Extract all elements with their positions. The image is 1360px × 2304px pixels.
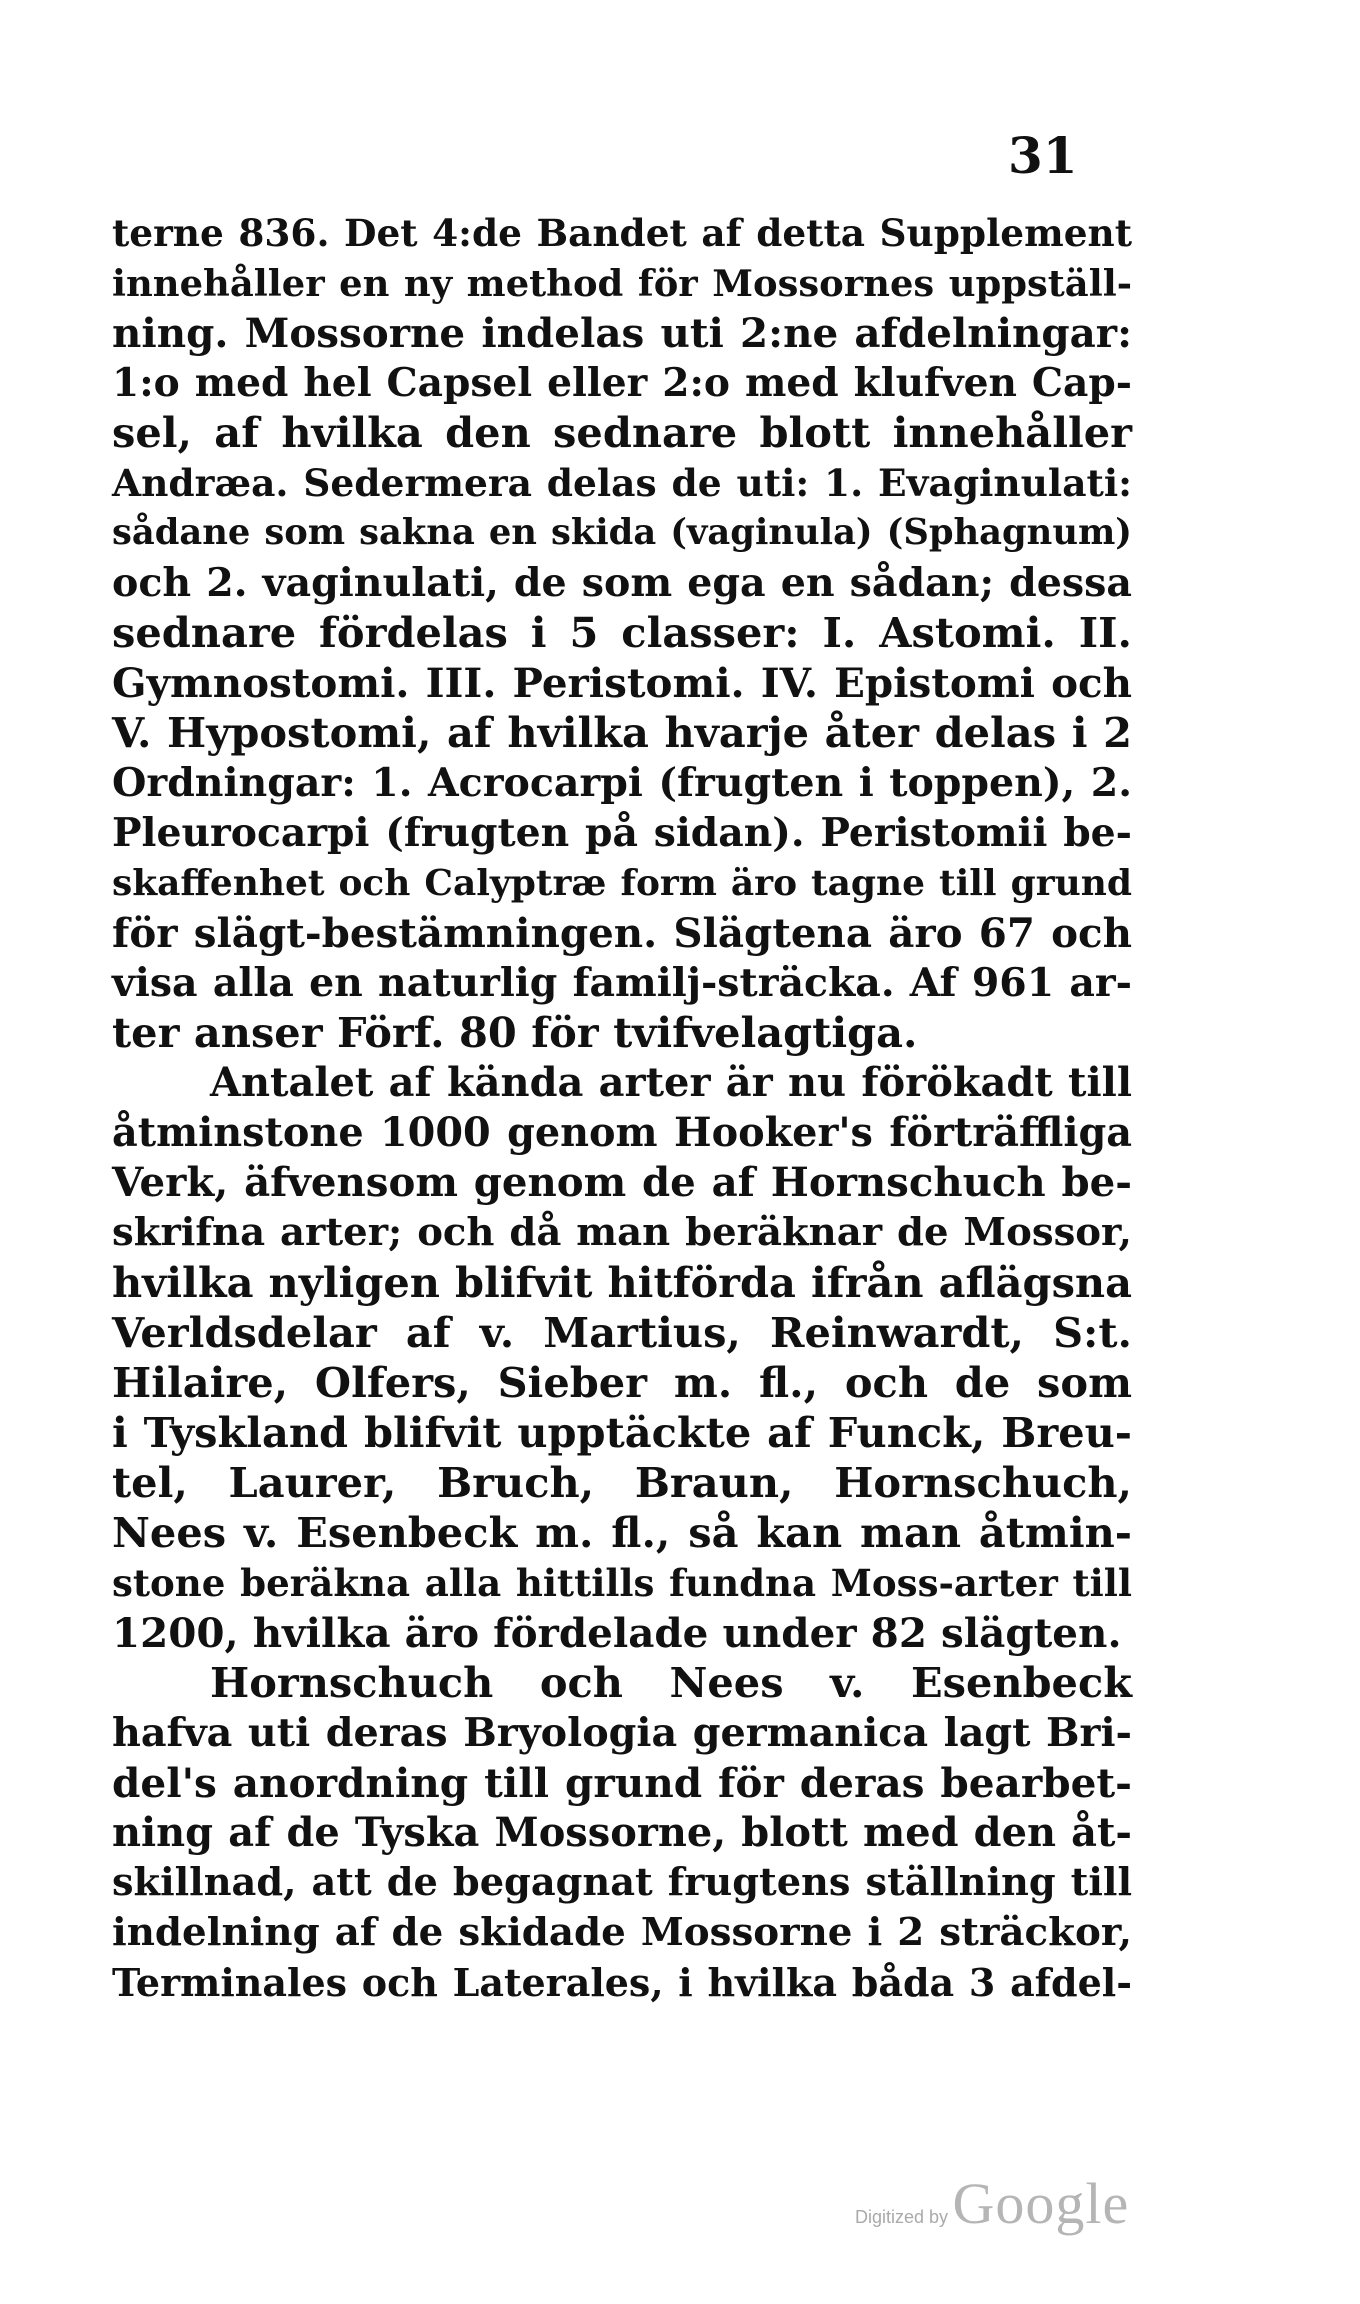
text-line: Verldsdelar af v. Martius, Reinwardt, S:t. [112, 1308, 1132, 1357]
text-line: 1200, hvilka äro fördelade under 82 slägten. [112, 1609, 1122, 1657]
text-line: V. Hypostomi, af hvilka hvarje åter delas i 2 [112, 708, 1132, 757]
text-line: Andræa. Sedermera delas de uti: 1. Evaginulati: [112, 461, 1132, 505]
text-line: Verk, äfvensom genom de af Hornschuch be- [112, 1159, 1132, 1206]
text-line: hvilka nyligen blifvit hitförda ifrån aflägsna [112, 1258, 1132, 1307]
text-line: ning. Mossorne indelas uti 2:ne afdelningar: [112, 309, 1132, 357]
text-line: sådane som sakna en skida (vaginula) (Sphagnum) [112, 512, 1132, 553]
text-line: visa alla en naturlig familj-sträcka. Af 961 ar- [112, 960, 1132, 1006]
text-line: Pleurocarpi (frugten på sidan). Peristomii be- [112, 810, 1132, 856]
text-line: skillnad, att de begagnat frugtens ställning till [112, 1860, 1132, 1905]
text-line: Hilaire, Olfers, Sieber m. fl., och de som [112, 1358, 1132, 1407]
text-line: Nees v. Esenbeck m. fl., så kan man åtmin- [112, 1508, 1132, 1557]
google-logo: Google [952, 2171, 1130, 2236]
text-line: Gymnostomi. III. Peristomi. IV. Epistomi och [112, 659, 1132, 707]
text-line: ter anser Förf. 80 för tvifvelagtiga. [112, 1008, 918, 1057]
text-line: för slägt-bestämningen. Slägtena äro 67 och [112, 909, 1132, 957]
text-line: skrifna arter; och då man beräknar de Mossor, [112, 1210, 1132, 1255]
text-line: innehåller en ny method för Mossornes uppställ- [112, 261, 1132, 305]
text-line: och 2. vaginulati, de som ega en sådan; dessa [112, 560, 1132, 606]
text-line: ning af de Tyska Mossorne, blott med den åt- [112, 1810, 1132, 1856]
text-line: Antalet af kända arter är nu förökadt till [210, 1059, 1132, 1106]
text-line: Terminales och Laterales, i hvilka båda 3 afdel- [112, 1960, 1132, 2005]
google-watermark [855, 2170, 1129, 2237]
text-line: stone beräkna alla hittills fundna Moss-arter till [112, 1561, 1132, 1605]
text-line: Hornschuch och Nees v. Esenbeck [210, 1658, 1132, 1707]
text-line: skaffenhet och Calyptræ form äro tagne till grund [112, 862, 1132, 904]
text-line: i Tyskland blifvit upptäckte af Funck, Breu- [112, 1408, 1132, 1457]
text-line: hafva uti deras Bryologia germanica lagt Bri- [112, 1710, 1132, 1756]
text-line: del's anordning till grund för deras bearbet- [112, 1759, 1132, 1807]
text-line: tel, Laurer, Bruch, Braun, Hornschuch, [112, 1458, 1132, 1507]
text-line: sednare fördelas i 5 classer: I. Astomi. II. [112, 608, 1132, 657]
watermark-prefix: Digitized by [855, 2207, 949, 2227]
text-line: 1:o med hel Capsel eller 2:o med klufven Cap- [112, 360, 1132, 406]
text-line: indelning af de skidade Mossorne i 2 sträckor, [112, 1910, 1132, 1955]
text-line: sel, af hvilka den sednare blott innehåller [112, 408, 1132, 457]
text-line: åtminstone 1000 genom Hooker's förträffliga [112, 1110, 1132, 1156]
body-text [112, 208, 1132, 2008]
text-line: terne 836. Det 4:de Bandet af detta Supplement [112, 211, 1132, 255]
text-line: Ordningar: 1. Acrocarpi (frugten i toppen), 2. [112, 760, 1132, 806]
page-number: 31 [1008, 126, 1078, 185]
